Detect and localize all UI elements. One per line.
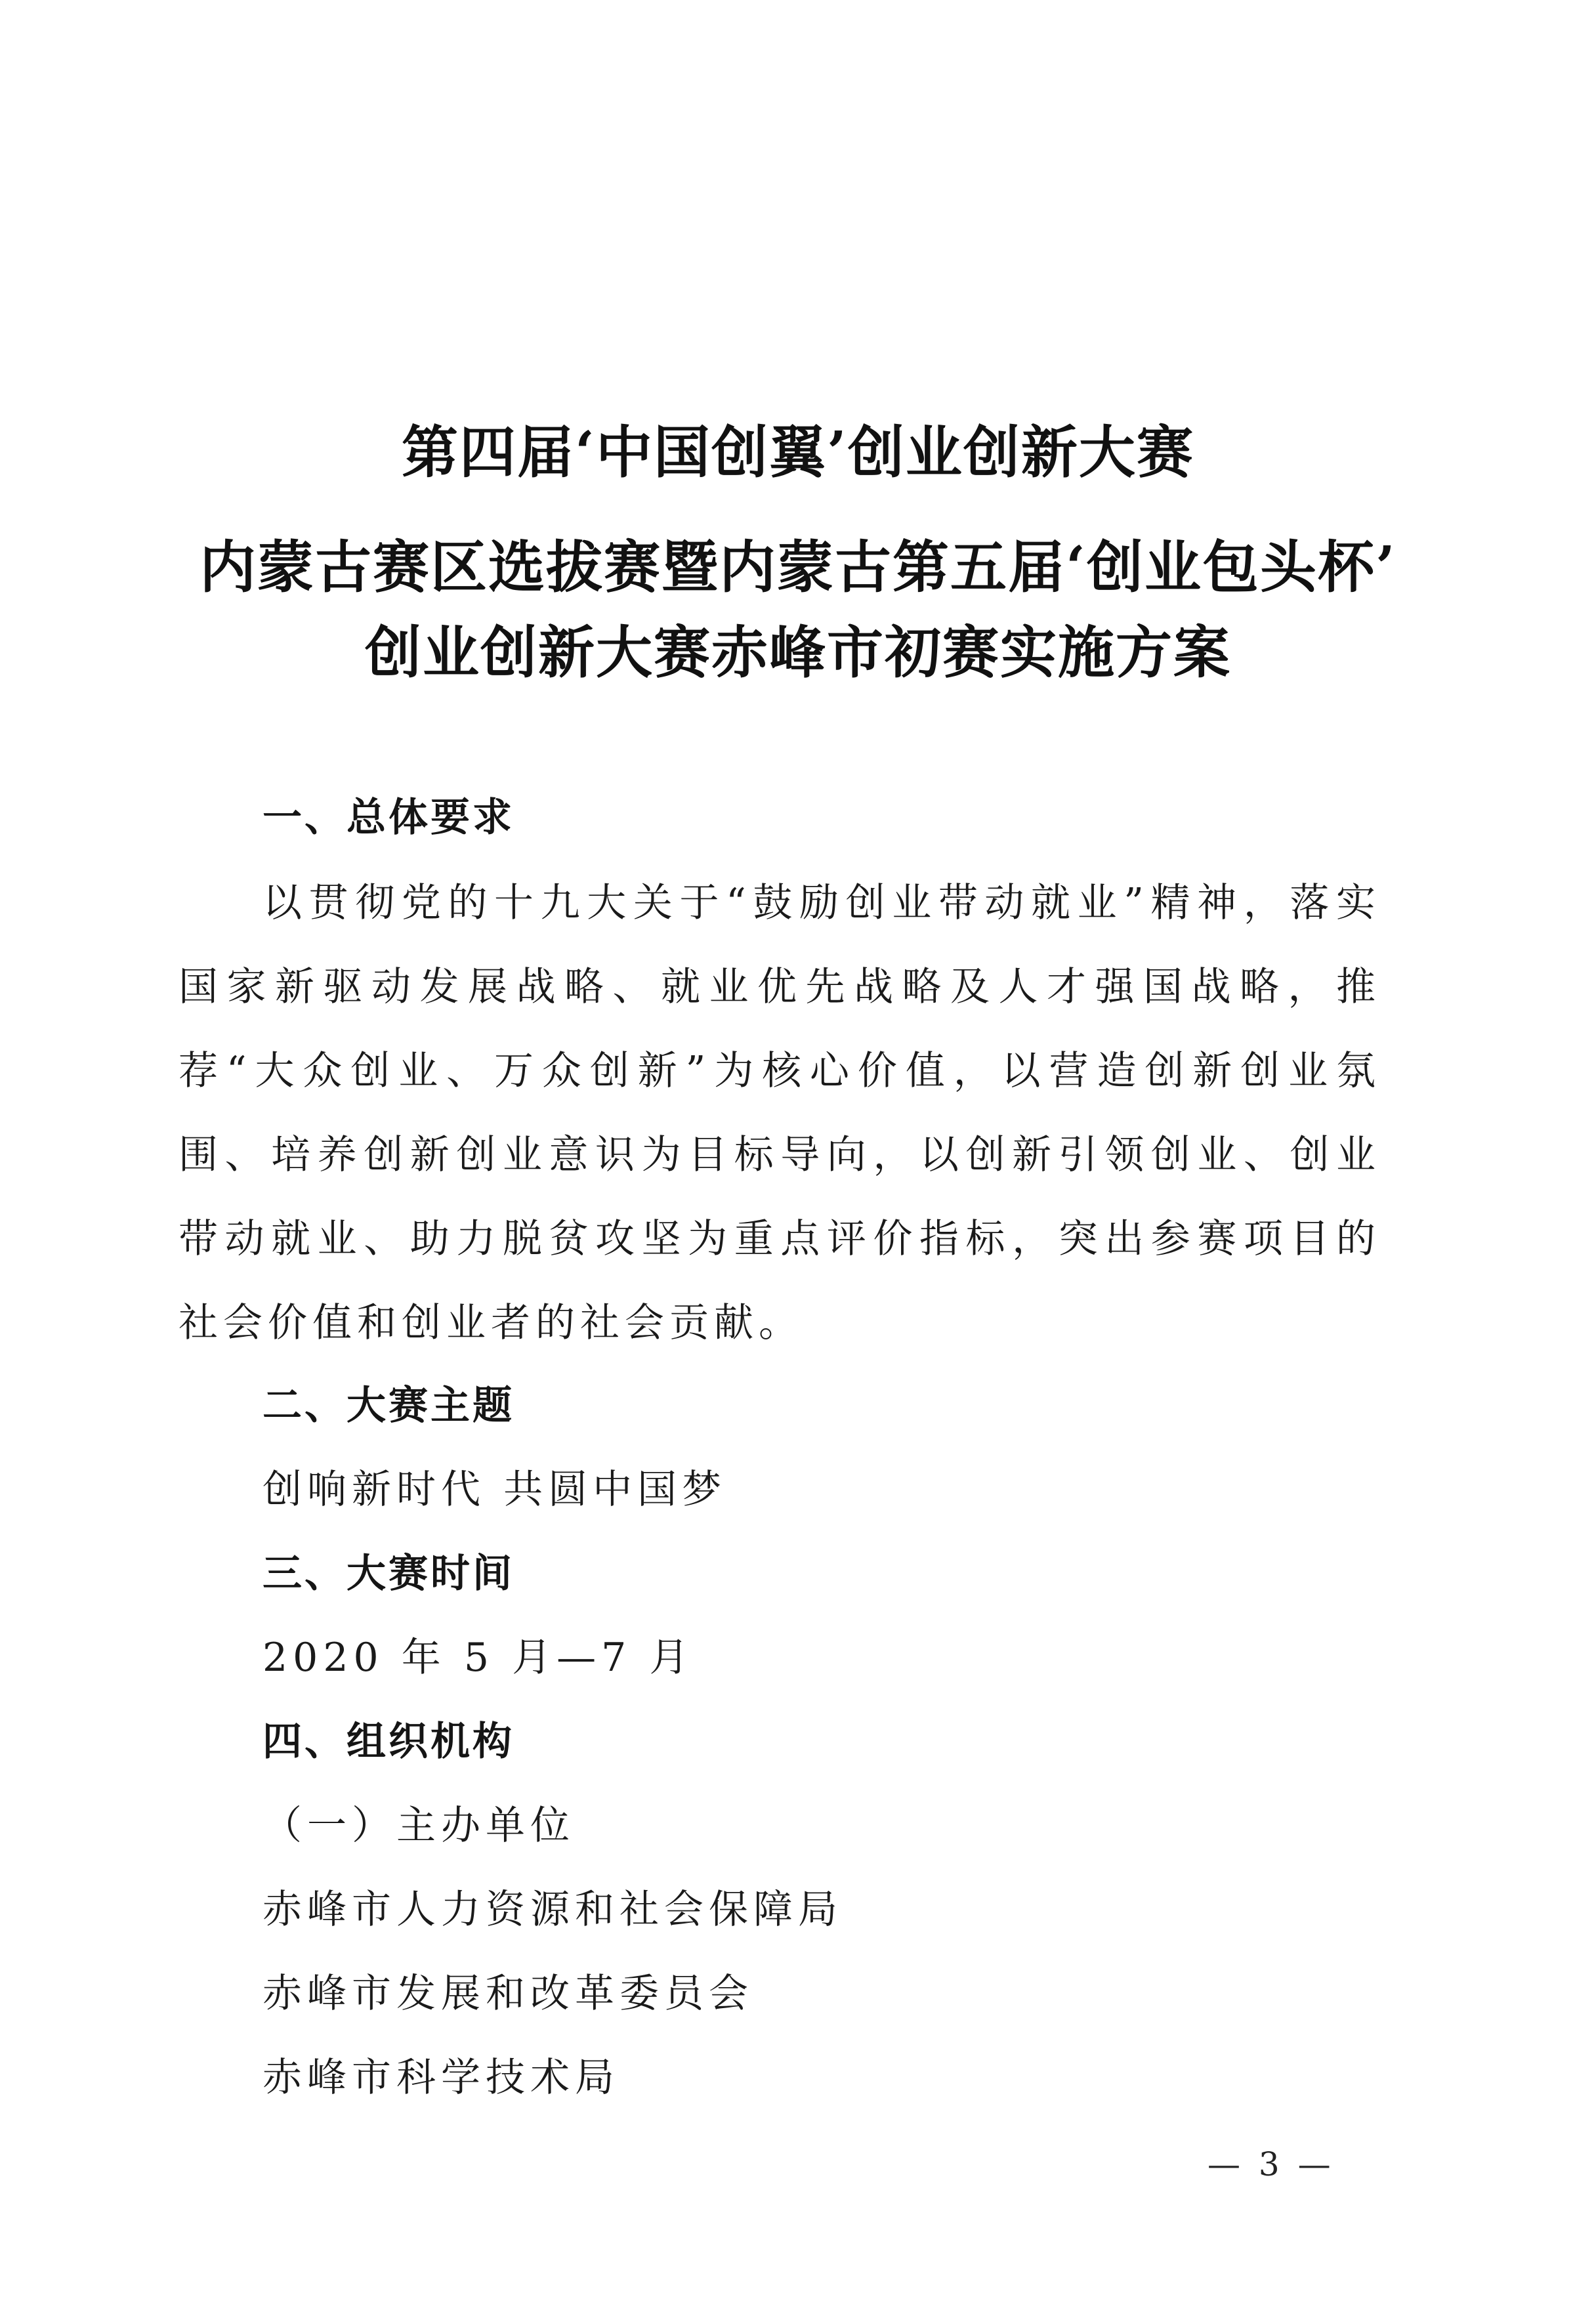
organizer-item: 赤峰市科学技术局 bbox=[262, 2055, 620, 2101]
section-heading-theme: 二、大赛主题 bbox=[262, 1383, 514, 1429]
organizer-subheading: （一）主办单位 bbox=[262, 1803, 575, 1849]
general-requirements-paragraph: 以贯彻党的十九大关于“鼓励创业带动就业”精神，落实国家新驱动发展战略、就业优先战略及人才强国战略，推荐“大众创业、万众创新”为核心价值，以营造创新创业氛围、培养创新创业意识为目标导向，以创新引领创业、创业带动就业、助力脱贫攻坚为重点评价指标，突出参赛项目的社会价值和创业者的社会贡献。 bbox=[178, 880, 1381, 1346]
organizer-item: 赤峰市人力资源和社会保障局 bbox=[262, 1887, 843, 1933]
section-heading-organization: 四、组织机构 bbox=[262, 1719, 514, 1765]
section-heading-time: 三、大赛时间 bbox=[262, 1551, 514, 1597]
document-title-line-1: 第四届‘中国创翼’创业创新大赛 bbox=[402, 419, 1194, 486]
theme-text: 创响新时代 共圆中国梦 bbox=[262, 1467, 727, 1513]
section-heading-general-requirements: 一、总体要求 bbox=[262, 795, 514, 841]
document-title-line-3: 创业创新大赛赤峰市初赛实施方案 bbox=[365, 620, 1231, 686]
document-title-line-2: 内蒙古赛区选拔赛暨内蒙古第五届‘创业包头杯’ bbox=[200, 534, 1396, 600]
time-text: 2020 年 5 月—7 月 bbox=[262, 1635, 694, 1681]
organizer-item: 赤峰市发展和改革委员会 bbox=[262, 1971, 753, 2017]
page-number: — 3 — bbox=[1208, 2145, 1335, 2183]
